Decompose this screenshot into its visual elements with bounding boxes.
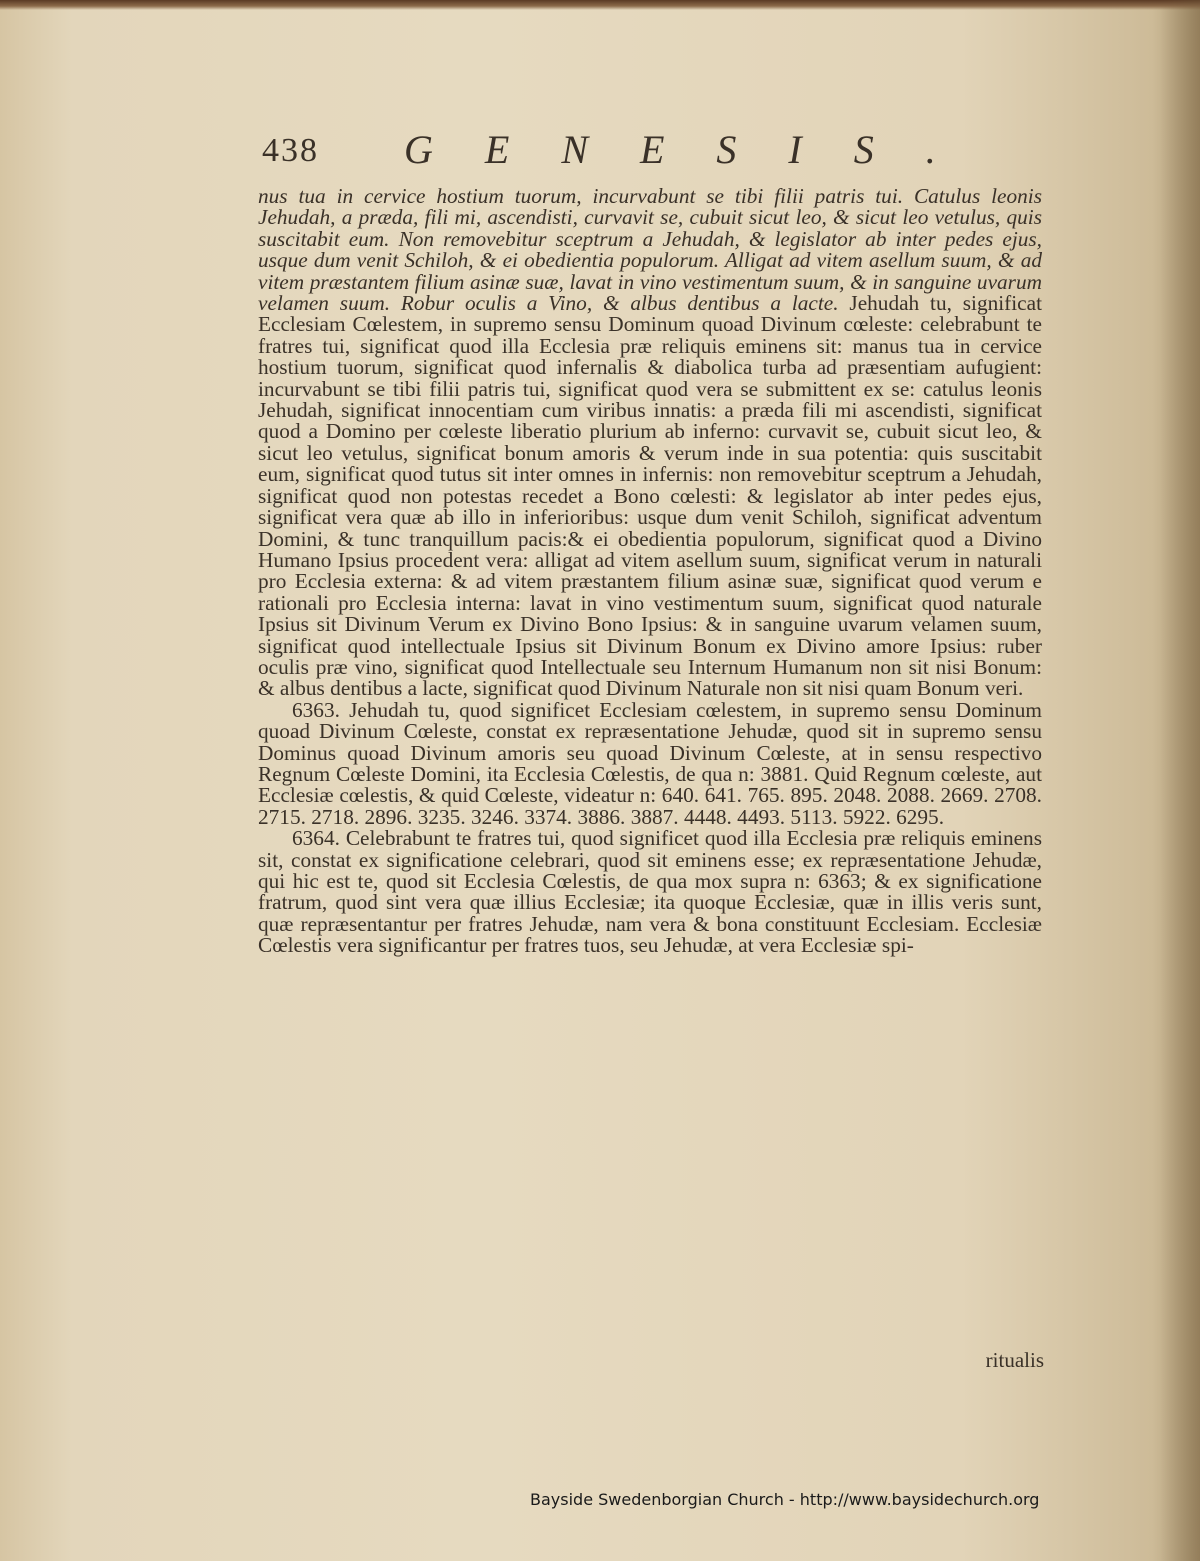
text-block (258, 186, 1042, 957)
catchword: ritualis (985, 1348, 1044, 1372)
paragraph-6364: 6364. Celebrabunt te fratres tui, quod significet quod illa Ecclesia præ reliquis eminens sit, constat ex significatione celebrari, quod sit eminens esse; ex repræsentatione Jehudæ, qui hic est te, quod sit Ecclesia Cœlestis, de qua mox supra n: 6363; & ex significatione fratrum, quod sint vera quæ illius Ecclesiæ; ita quoque Ecclesiæ, quæ in illis veris sunt, quæ repræsentantur per fratres Jehudæ, nam vera & bona constituunt Ecclesiam. Ecclesiæ Cœlestis vera significantur per fratres tuos, seu Jehudæ, at vera Ecclesiæ spi- (258, 826, 1042, 958)
verse-quotation: nus tua in cervice hostium tuorum, incurvabunt se tibi filii patris tui. Catulus leonis Jehudah, a præda, fili mi, ascendisti, curvavit se, cubuit sicut leo, & sicut leo vetulus, quis suscitabit eum. Non removebitur sceptrum a Jehudah, & legislator ab inter pedes ejus, usque dum venit Schiloh, & ei obedientia populorum. Alligat ad vitem asellum suum, & ad vitem præstantem filium asinæ suæ, lavat in vino vestimentum suum, & in sanguine uvarum velamen suum. Robur oculis a Vino, & albus dentibus a lacte. (258, 184, 1042, 316)
book-title: GENESIS. (404, 127, 988, 172)
verse-and-exposition (258, 186, 1042, 700)
page-number: 438 (262, 132, 319, 169)
running-head (262, 126, 988, 176)
exposition-text: Jehudah tu, significat Ecclesiam Cœlestem, in supremo sensu Dominum quoad Divinum cœleste: celebrabunt te fratres tui, significat quod illa Ecclesia præ reliquis eminens sit: manus tua in cervice hostium tuorum, significat quod infernalis & diabolica turba ad præsentiam aufugient: incurvabunt se tibi filii patris tui, significat quod vera se submittent ex se: catulus leonis Jehudah, significat innocentiam cum viribus innatis: a præda fili mi ascendisti, significat quod a Domino per cœleste liberatio plurium ab inferno: curvavit se, cubuit sicut leo, & sicut leo vetulus, significat bonum amoris & verum inde in sua potentia: quis suscitabit eum, significat quod tutus sit inter omnes in infernis: non removebitur sceptrum a Jehudah, significat quod non potestas recedet a Bono cœlesti: & legislator ab inter pedes ejus, significat vera quæ ab illo in inferioribus: usque dum venit Schiloh, significat adventum Domini, & tunc tranquillum pacis:& ei obedientia populorum, significat quod a Divino Humano Ipsius procedent vera: alligat ad vitem asellum suum, significat verum in naturali pro Ecclesia externa: & ad vitem præstantem filium asinæ suæ, significat quod verum e rationali pro Ecclesia interna: lavat in vino vestimentum suum, significat quod naturale Ipsius sit Divinum Verum ex Divino Bono Ipsius: & in sanguine uvarum velamen suum, significat quod intellectuale Ipsius sit Divinum Bonum ex Divino amore Ipsius: ruber oculis præ vino, significat quod Intellectuale seu Internum Humanum non sit nisi Bonum: & albus dentibus a lacte, significat quod Divinum Naturale non sit nisi quam Bonum veri. (258, 291, 1043, 701)
paragraph-6363: 6363. Jehudah tu, quod significet Ecclesiam cœlestem, in supremo sensu Dominum quoad Divinum Cœleste, constat ex repræsentatione Jehudæ, quod sit in supremo sensu Dominus quoad Divinum amoris seu quoad Divinum Cœleste, at in sensu respectivo Regnum Cœleste Domini, ita Ecclesia Cœlestis, de qua n: 3881. Quid Regnum cœleste, aut Ecclesiæ cœlestis, & quid Cœleste, videatur n: 640. 641. 765. 895. 2048. 2088. 2669. 2708. 2715. 2718. 2896. 3235. 3246. 3374. 3886. 3887. 4448. 4493. 5113. 5922. 6295. (258, 697, 1042, 829)
page-top-edge (0, 0, 1200, 10)
footer-watermark: Bayside Swedenborgian Church - http://www.baysidechurch.org (530, 1490, 1040, 1509)
spine-shadow (1160, 0, 1200, 1561)
